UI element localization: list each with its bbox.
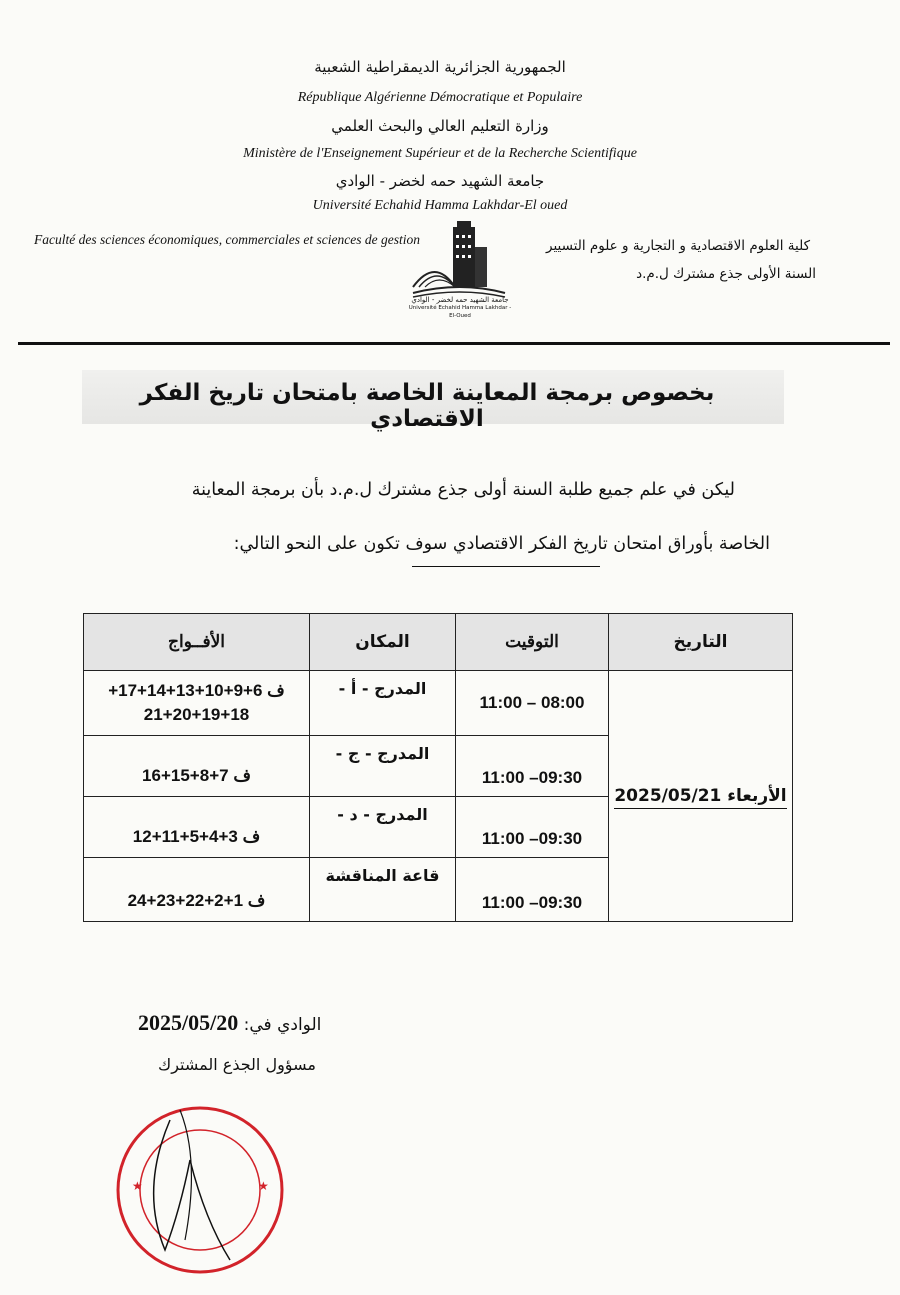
faculty-ar: كلية العلوم الاقتصادية و التجارية و علوم التسيير — [546, 238, 810, 254]
faculty-fr: Faculté des sciences économiques, commerciales et sciences de gestion — [34, 232, 420, 247]
ministry-ar: وزارة التعليم العالي والبحث العلمي — [331, 117, 549, 135]
svg-text:★: ★ — [132, 1179, 143, 1193]
place-cell: المدرج - د - — [310, 797, 456, 858]
signature-place-label: الوادي في: — [243, 1015, 322, 1035]
groups-cell: ف 6+9+10+13+14+17+ 18+19+20+21 — [84, 671, 310, 736]
place-cell: المدرج - ج - — [310, 736, 456, 797]
header-place: المكان — [310, 614, 456, 671]
notice-line-1: ليكن في علم جميع طلبة السنة أولى جذع مشترك ل.م.د بأن برمجة المعاينة — [191, 480, 735, 500]
logo-caption-fr: Université Echahid Hamma Lakhdar - El-Oued — [408, 305, 512, 319]
logo-caption-ar: جامعة الشهيد حمه لخضر - الوادي — [411, 296, 509, 304]
ministry-fr: Ministère de l'Enseignement Supérieur et de la Recherche Scientifique — [243, 146, 637, 161]
place-cell: قاعة المناقشة — [310, 858, 456, 922]
republic-fr: République Algérienne Démocratique et Populaire — [297, 90, 583, 105]
exam-date-cell — [609, 671, 793, 922]
place-cell: المدرج - أ - — [310, 671, 456, 736]
university-ar: جامعة الشهيد حمه لخضر - الوادي — [335, 172, 545, 190]
signature-date: 2025/05/20 — [138, 1010, 239, 1035]
logo-caption — [405, 296, 515, 320]
signature-title: مسؤول الجذع المشترك — [158, 1055, 316, 1074]
time-cell: 09:30– 11:00 — [456, 797, 609, 858]
header-groups: الأفــواج — [84, 614, 310, 671]
university-fr: Université Echahid Hamma Lakhdar-El oued — [312, 198, 568, 213]
page-title: بخصوص برمجة المعاينة الخاصة بامتحان تاريخ الفكر الاقتصادي — [139, 380, 715, 432]
official-stamp — [110, 1100, 290, 1280]
time-cell: 09:30– 11:00 — [456, 736, 609, 797]
notice-line-2: الخاصة بأوراق امتحان تاريخ الفكر الاقتصادي سوف تكون على النحو التالي: — [233, 534, 770, 554]
year-ar: السنة الأولى جذع مشترك ل.م.د — [636, 266, 816, 282]
header-rule — [18, 342, 890, 345]
schedule-table — [83, 613, 793, 922]
subject-underline — [412, 566, 600, 567]
exam-date: الأربعاء 2025/05/21 — [614, 786, 786, 809]
groups-cell: ف 1+2+22+23+24 — [84, 858, 310, 922]
groups-cell: ف 3+4+5+11+12 — [84, 797, 310, 858]
header-date: التاريخ — [609, 614, 793, 671]
table-header-row — [84, 614, 793, 671]
republic-ar: الجمهورية الجزائرية الديمقراطية الشعبية — [314, 58, 566, 76]
time-cell: 09:30– 11:00 — [456, 858, 609, 922]
signature-date-line — [138, 1010, 321, 1036]
svg-text:★: ★ — [258, 1179, 269, 1193]
header-time: التوقيت — [456, 614, 609, 671]
groups-cell: ف 7+8+15+16 — [84, 736, 310, 797]
table-row — [84, 671, 793, 736]
time-cell: 08:00 – 11:00 — [456, 671, 609, 736]
